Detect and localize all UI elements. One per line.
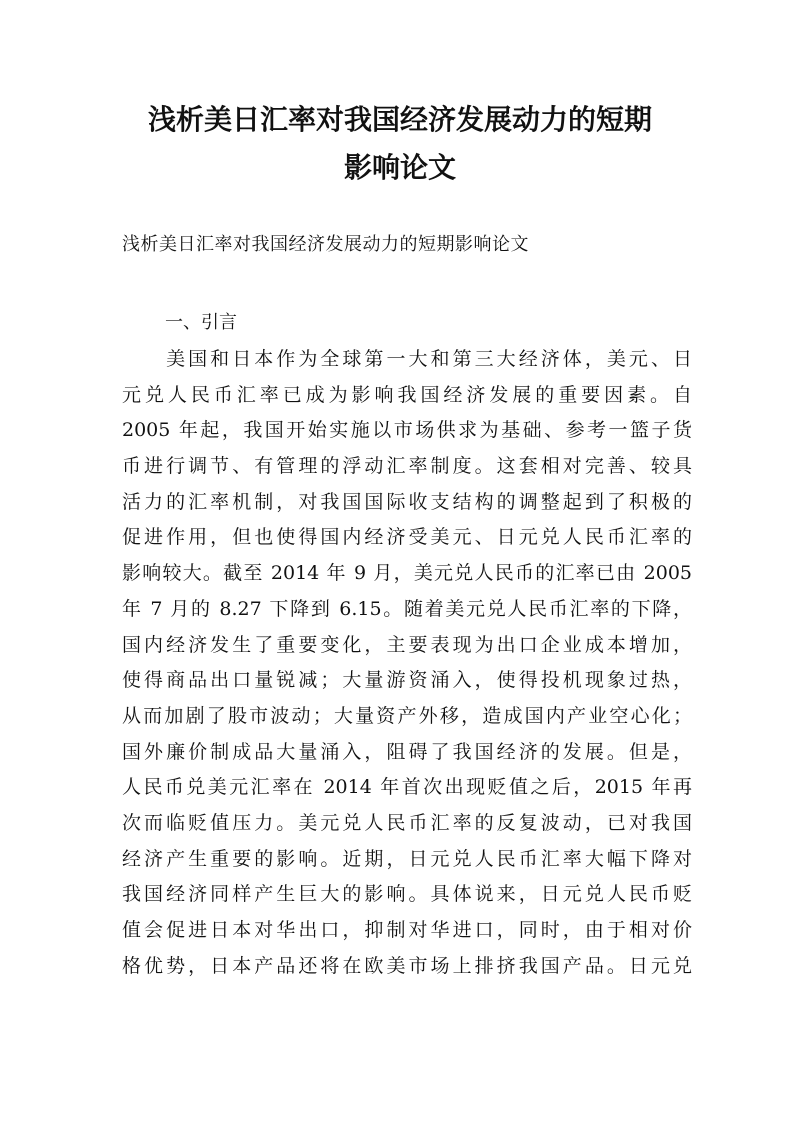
document-title — [100, 96, 700, 192]
paragraph-line: 影响较大。截至 2014 年 9 月，美元兑人民币的汇率已由 2005 — [122, 562, 692, 585]
paragraph-line: 元兑人民币汇率已成为影响我国经济发展的重要因素。自 — [122, 383, 692, 406]
paragraph-line: 美国和日本作为全球第一大和第三大经济体，美元、日 — [122, 348, 692, 370]
paragraph-line: 经济产生重要的影响。近期，日元兑人民币汇率大幅下降对 — [122, 847, 692, 870]
paragraph-line: 2005 年起，我国开始实施以市场供求为基础、参考一篮子货 — [122, 419, 692, 442]
paragraph-line: 年 7 月的 8.27 下降到 6.15。随着美元兑人民币汇率的下降， — [122, 597, 692, 620]
section-heading-introduction: 一、引言 — [165, 312, 237, 333]
paragraph-line: 格优势，日本产品还将在欧美市场上排挤我国产品。日元兑 — [122, 954, 692, 977]
paragraph-line: 值会促进日本对华出口，抑制对华进口，同时，由于相对价 — [122, 919, 692, 941]
paragraph-line: 我国经济同样产生巨大的影响。具体说来，日元兑人民币贬 — [122, 883, 692, 906]
paragraph-line: 国内经济发生了重要变化，主要表现为出口企业成本增加， — [122, 633, 692, 656]
document-title-line-2: 影响论文 — [343, 151, 456, 184]
paragraph-line: 币进行调节、有管理的浮动汇率制度。这套相对完善、较具 — [122, 455, 692, 478]
document-title-line-1: 浅析美日汇率对我国经济发展动力的短期 — [147, 103, 652, 136]
document-subtitle: 浅析美日汇率对我国经济发展动力的短期影响论文 — [122, 234, 529, 255]
paragraph-line: 使得商品出口量锐减；大量游资涌入，使得投机现象过热， — [122, 669, 692, 692]
paragraph-line: 国外廉价制成品大量涌入，阻碍了我国经济的发展。但是， — [122, 740, 692, 763]
paragraph-line: 次而临贬值压力。美元兑人民币汇率的反复波动，已对我国 — [122, 811, 692, 834]
paragraph-line: 人民币兑美元汇率在 2014 年首次出现贬值之后，2015 年再 — [122, 776, 692, 799]
paragraph-line: 从而加剧了股市波动；大量资产外移，造成国内产业空心化； — [122, 704, 692, 727]
paragraph-line: 促进作用，但也使得国内经济受美元、日元兑人民币汇率的 — [122, 526, 692, 549]
paragraph-line: 活力的汇率机制，对我国国际收支结构的调整起到了积极的 — [122, 490, 692, 513]
body-paragraph — [122, 342, 692, 984]
